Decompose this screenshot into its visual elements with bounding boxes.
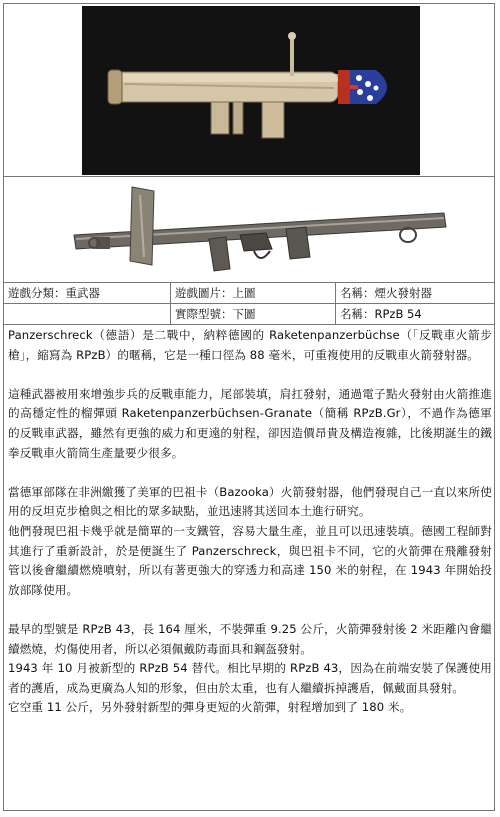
paragraph-intro: Panzerschreck（德語）是二戰中，納粹德國的 Raketenpanzerbüchse（「反戰車火箭步槍」，縮寫為 RPzB）的暱稱，它是一種口徑為 88 毫米，可重複使用的反戰車火箭發射器。	[8, 328, 492, 362]
category-value: 重武器	[65, 286, 100, 300]
paragraph-gap	[8, 463, 492, 483]
info-cell-real-model	[171, 304, 336, 324]
info-cell-real-name	[336, 304, 494, 324]
paragraph-weight: 它空重 11 公斤，另外發射新型的彈身更短的火箭彈，射程增加到了 180 米。	[8, 700, 412, 715]
category-label: 遊戲分類：	[8, 286, 66, 300]
game-image-label: 遊戲圖片：	[175, 286, 233, 300]
document-sheet	[3, 3, 495, 811]
article-body	[8, 326, 492, 718]
real-model-value: 下圖	[232, 307, 256, 321]
real-name-label: 名稱：	[340, 307, 375, 321]
info-row-2	[4, 304, 494, 325]
real-weapon-image	[4, 177, 494, 283]
info-cell-game-image	[171, 283, 336, 303]
game-name-label: 名稱：	[340, 286, 375, 300]
paragraph-bazooka: 當德軍部隊在非洲繳獲了美軍的巴祖卡（Bazooka）火箭發射器，他們發現自己一直以來所使用的反坦克步槍與之相比的眾多缺點，並迅速將其送回本土進行研究。	[8, 484, 492, 519]
game-weapon-image	[4, 4, 494, 177]
rpzb-54-illustration	[4, 177, 494, 283]
game-name-value: 煙火發射器	[374, 286, 432, 300]
real-model-label: 實際型號：	[175, 307, 233, 321]
real-name-value: RPzB 54	[374, 307, 422, 321]
firework-launcher-illustration	[4, 4, 494, 177]
info-cell-category	[4, 283, 171, 303]
info-row-1	[4, 283, 494, 304]
info-cell-game-name	[336, 283, 494, 303]
paragraph-rpzb43: 最早的型號是 RPzB 43，長 164 厘米，不裝彈重 9.25 公斤，火箭彈發射後 2 米距離內會繼續燃燒，灼傷使用者，所以必須佩戴防毒面具和鋼盔發射。	[8, 621, 492, 656]
paragraph-redesign: 他們發現巴祖卡幾乎就是簡單的一支鐵管，容易大量生產，並且可以迅速裝填。德國工程師對其進行了重新設計，於是便誕生了 Panzerschreck，與巴祖卡不同，它的火箭彈在飛離發射管以後會繼續燃燒噴射，所以有著更強大的穿透力和高達 150 米的射程，在 1943 年開始投放部隊使用。	[8, 523, 492, 597]
paragraph-design: 這種武器被用來增強步兵的反戰車能力，尾部裝填，肩扛發射，通過電子點火發射由火箭推進的高穩定性的榴彈頭 Raketenpanzerbüchsen-Granate（簡稱 RPzB.Gr），不過作為德軍的反戰車武器，雖然有更強的威力和更遠的射程，卻因造價昂貴及構造複雜，比後期誕生的鐵拳反戰車火箭筒生產量要少很多。	[8, 386, 492, 460]
game-image-value: 上圖	[232, 286, 256, 300]
paragraph-gap	[8, 365, 492, 385]
info-cell-empty	[4, 304, 171, 324]
paragraph-rpzb54: 1943 年 10 月被新型的 RPzB 54 替代。相比早期的 RPzB 43，因為在前端安裝了保護使用者的護盾，成為更廣為人知的形象，但由於太重，也有人繼續拆掉護盾，佩戴面具發射。	[8, 661, 492, 695]
paragraph-gap	[8, 600, 492, 620]
